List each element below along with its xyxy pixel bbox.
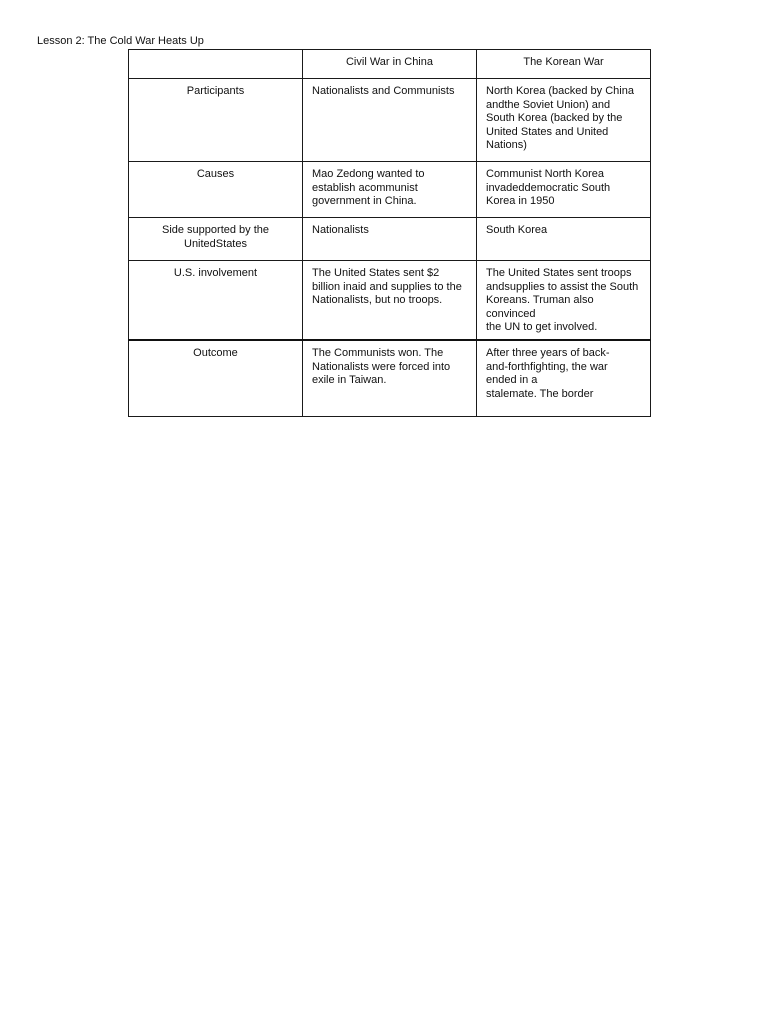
cell-china-us-involvement: The United States sent $2 billion inaid and supplies to the Nationalists, but no troops.	[303, 261, 477, 340]
row-label-side-supported: Side supported by the UnitedStates	[129, 218, 303, 261]
header-cell-korean-war: The Korean War	[477, 50, 651, 79]
table-row	[129, 162, 651, 218]
page-title: Lesson 2: The Cold War Heats Up	[37, 35, 204, 47]
row-label-participants: Participants	[129, 79, 303, 162]
table-header-row	[129, 50, 651, 79]
cell-korea-outcome: After three years of back- and-forthfighting, the war ended in a stalemate. The border	[477, 340, 651, 417]
table-row	[129, 340, 651, 417]
cell-china-participants: Nationalists and Communists	[303, 79, 477, 162]
row-label-causes: Causes	[129, 162, 303, 218]
table-row	[129, 79, 651, 162]
header-cell-civil-war-china: Civil War in China	[303, 50, 477, 79]
cell-china-outcome: The Communists won. The Nationalists were forced into exile in Taiwan.	[303, 340, 477, 417]
cell-korea-causes: Communist North Korea invadeddemocratic South Korea in 1950	[477, 162, 651, 218]
comparison-table	[128, 49, 651, 417]
cell-korea-us-involvement: The United States sent troops andsupplies to assist the South Koreans. Truman also convinced the UN to get involved.	[477, 261, 651, 340]
table-row	[129, 261, 651, 340]
cell-korea-side-supported: South Korea	[477, 218, 651, 261]
table-row	[129, 218, 651, 261]
row-label-outcome: Outcome	[129, 340, 303, 417]
cell-china-causes: Mao Zedong wanted to establish acommunist government in China.	[303, 162, 477, 218]
row-label-us-involvement: U.S. involvement	[129, 261, 303, 340]
cell-china-side-supported: Nationalists	[303, 218, 477, 261]
header-cell-empty	[129, 50, 303, 79]
cell-korea-participants: North Korea (backed by China andthe Soviet Union) and South Korea (backed by the United States and United Nations)	[477, 79, 651, 162]
